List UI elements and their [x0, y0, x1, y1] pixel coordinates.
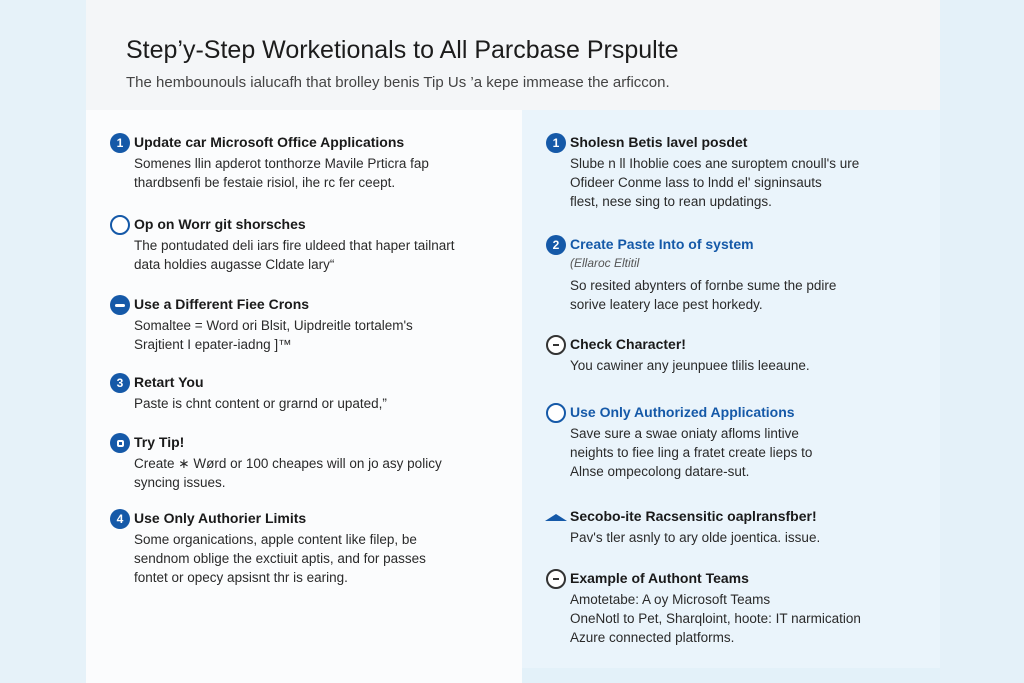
step-number-icon: 1 — [110, 133, 130, 153]
step-title: Try Tip! — [134, 434, 185, 450]
step-left-4 — [116, 372, 534, 413]
step-title: Retart You — [134, 374, 204, 390]
right-margin-band — [940, 0, 1024, 683]
minus-circle-icon — [546, 335, 566, 355]
step-body: Pav's tler asnly to ary olde joentica. issue. — [570, 530, 821, 545]
step-right-5 — [570, 506, 920, 547]
step-title: Use Only Authorier Limits — [134, 510, 307, 526]
step-title: Example of Authont Teams — [570, 570, 749, 586]
step-left-6 — [116, 508, 534, 587]
step-title: Use Only Authorized Applications — [570, 404, 795, 420]
step-body: Somaltee = Word ori Blsit, Uipdreitle tortalem's Srajtient I epater-iadng ]™ — [134, 318, 413, 352]
step-note: (Ellaroc Eltitil — [570, 256, 640, 270]
step-right-3 — [570, 334, 920, 375]
step-body: Slube n ll Ihoblie coes ane suroptem cnoull's ure Ofideer Conme lass to lndd el' signinsauts flest, nese sing to rean updatings. — [570, 156, 860, 209]
step-left-3 — [134, 294, 534, 354]
page-subtitle: The hembounouls ialucafh that brolley benis Tip Us ’a kepe immease the arficcon. — [126, 74, 670, 91]
step-right-2 — [552, 234, 920, 314]
step-body: Amotetabe: A oy Microsoft Teams OneNotl to Pet, Sharqloint, hoote: IT narmication Azure connected platforms. — [570, 592, 861, 645]
step-right-4 — [570, 402, 920, 481]
step-body: So resited abynters of fornbe sume the pdire sorive leatery lace pest horkedy. — [570, 278, 837, 312]
step-left-2 — [134, 214, 534, 274]
step-body: Somenes llin apderot tonthorze Mavile Prticra fap thardbsenfi be festaie risiol, ihe rc fer ceept. — [134, 156, 429, 190]
page-title: Step’y-Step Worketionals to All Parcbase Prspulte — [126, 36, 679, 64]
step-left-5 — [134, 432, 534, 492]
step-number-icon: 2 — [546, 235, 566, 255]
step-left-1 — [116, 132, 534, 192]
left-steps-panel — [86, 110, 522, 683]
graduation-cap-icon — [546, 507, 566, 527]
document-header — [86, 0, 940, 110]
step-body: The pontudated deli iars fire uldeed that haper tailnart data holdies augasse Cldate lary“ — [134, 238, 455, 272]
step-number-icon: 1 — [546, 133, 566, 153]
info-circle-icon — [110, 215, 130, 235]
step-right-1 — [552, 132, 920, 211]
step-body: Some organications, apple content like filep, be sendnom oblige the exctiuit aptis, and for passes fontet or opecy apsisnt thr is earing. — [134, 532, 426, 585]
step-title: Update car Microsoft Office Applications — [134, 134, 405, 150]
step-body: Save sure a swae oniaty afloms lintive neights to fiee ling a fratet create lieps to Alnse ompecolong datare-sut. — [570, 426, 813, 479]
step-right-6 — [570, 568, 920, 647]
left-margin-band — [0, 0, 86, 683]
step-body: You cawiner any jeunpuee tlilis leeaune. — [570, 358, 810, 373]
step-title: Sholesn Betis lavel posdet — [570, 134, 748, 150]
step-title: Check Character! — [570, 336, 686, 352]
minus-circle-icon — [546, 569, 566, 589]
step-number-icon: 4 — [110, 509, 130, 529]
step-body: Create ∗ Wørd or 100 cheapes will on jo asy policy syncing issues. — [134, 456, 442, 490]
step-title: Use a Different Fiee Crons — [134, 296, 310, 312]
step-number-icon: 3 — [110, 373, 130, 393]
step-title: Create Paste Into of system — [570, 236, 754, 252]
right-steps-panel — [522, 110, 940, 668]
minus-circle-icon — [110, 295, 130, 315]
tip-square-icon — [110, 433, 130, 453]
info-circle-icon — [546, 403, 566, 423]
step-title: Op on Worr git shorsches — [134, 216, 306, 232]
step-title: Secobo-ite Racsensitic oaplransfber! — [570, 508, 817, 524]
step-body: Paste is chnt content or grarnd or upated,” — [134, 396, 387, 411]
